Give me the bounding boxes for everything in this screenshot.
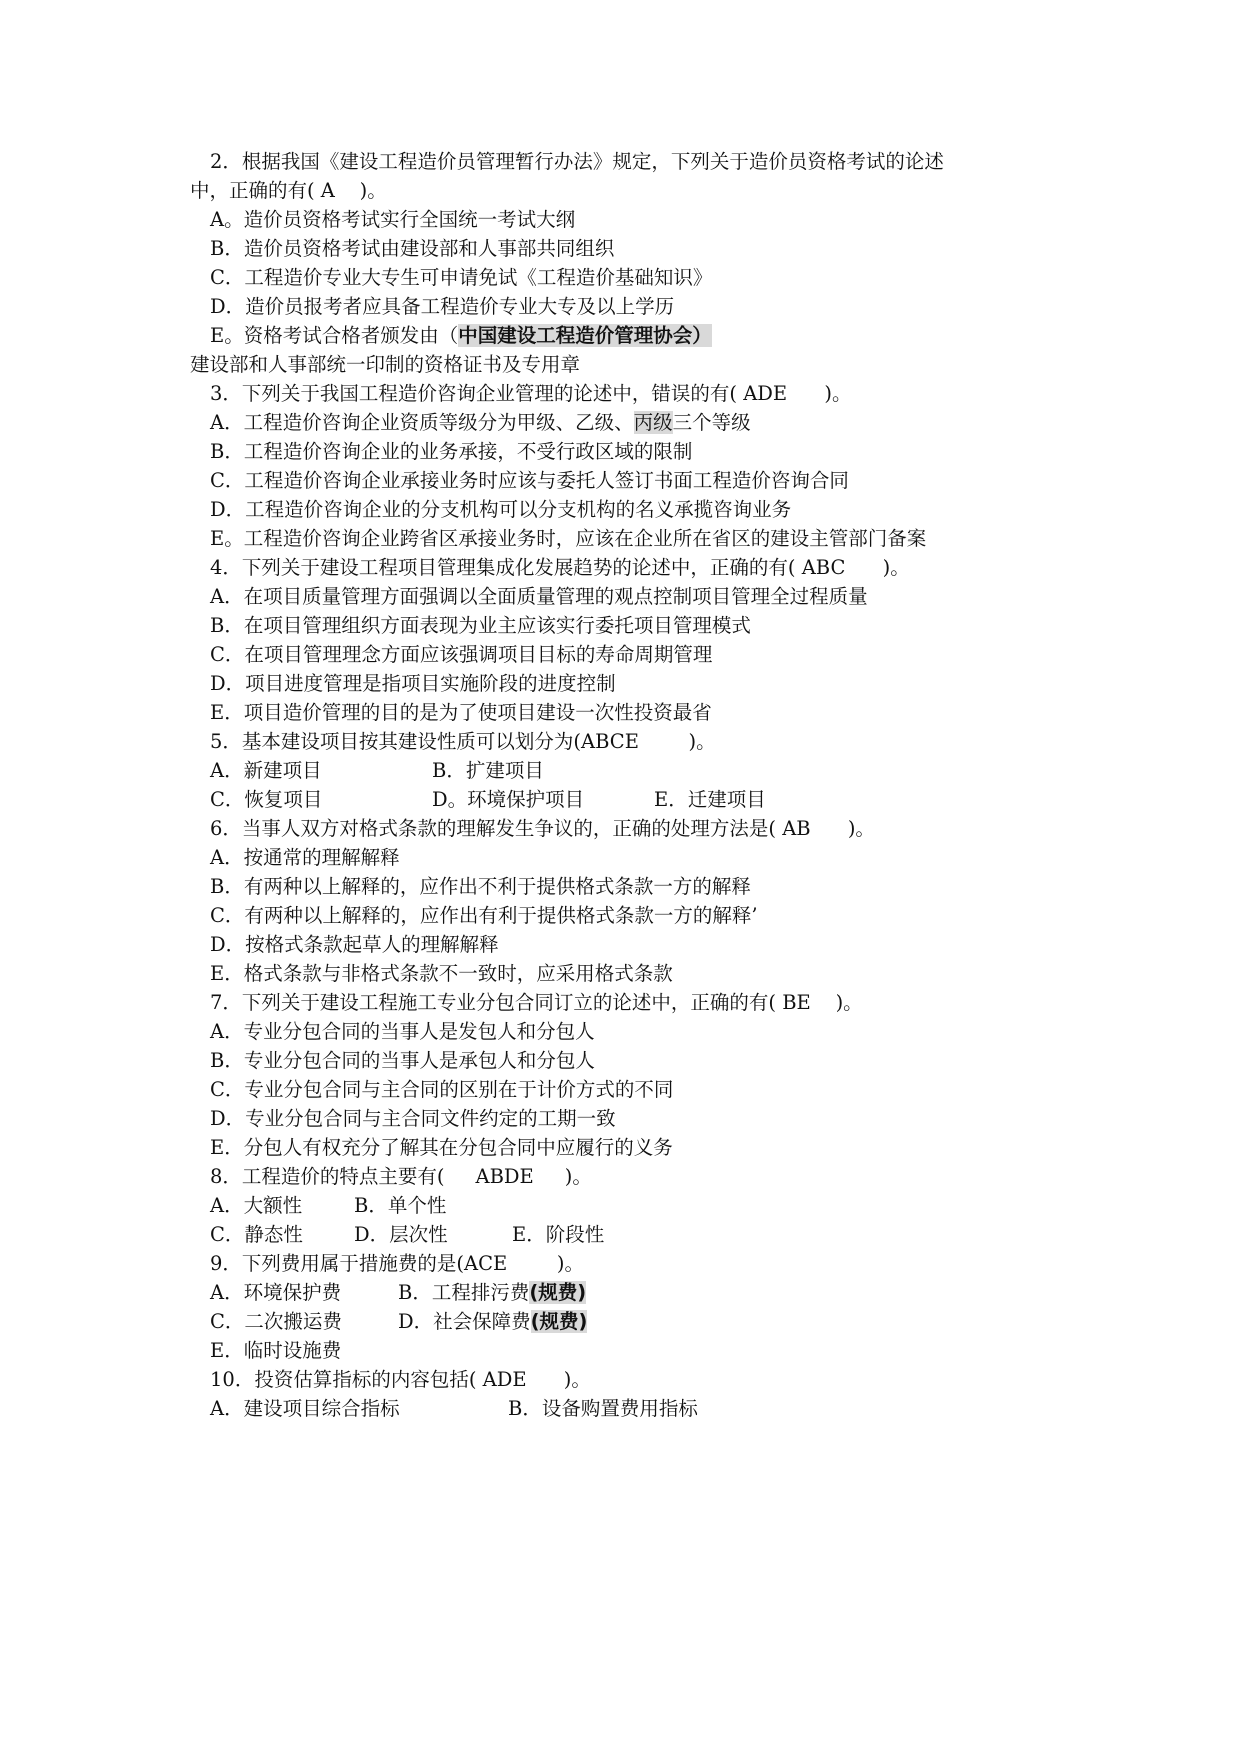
q7-option-a: A．专业分包合同的当事人是发包人和分包人	[210, 1020, 595, 1043]
q6-option-e: E．格式条款与非格式条款不一致时，应采用格式条款	[210, 962, 673, 985]
q2-option-e-continuation: 建设部和人事部统一印制的资格证书及专用章	[190, 353, 581, 376]
q5-option-e: E．迁建项目	[654, 788, 766, 811]
q9-stem: 9．下列费用属于措施费的是(ACE )。	[210, 1252, 584, 1275]
q2-option-d: D．造价员报考者应具备工程造价专业大专及以上学历	[210, 295, 675, 318]
q5-stem: 5．基本建设项目按其建设性质可以划分为(ABCE )。	[210, 730, 716, 753]
q2-option-b: B．造价员资格考试由建设部和人事部共同组织	[210, 237, 615, 260]
q9-option-b	[398, 1279, 586, 1307]
q3-option-b: B．工程造价咨询企业的业务承接，不受行政区域的限制	[210, 440, 693, 463]
q5-option-b: B．扩建项目	[432, 759, 544, 782]
q9-option-b-note: (规费)	[529, 1281, 587, 1304]
q3-option-a-prefix: A．工程造价咨询企业资质等级分为甲级、乙级、	[210, 411, 634, 434]
q8-stem: 8．工程造价的特点主要有( ABDE )。	[210, 1165, 592, 1188]
q3-option-e: E。工程造价咨询企业跨省区承接业务时，应该在企业所在省区的建设主管部门备案	[210, 527, 927, 550]
q3-option-c: C．工程造价咨询企业承接业务时应该与委托人签订书面工程造价咨询合同	[210, 469, 849, 492]
q4-option-b: B．在项目管理组织方面表现为业主应该实行委托项目管理模式	[210, 614, 751, 637]
q4-option-c: C．在项目管理理念方面应该强调项目目标的寿命周期管理	[210, 643, 713, 666]
q5-option-d: D。环境保护项目	[432, 788, 585, 811]
q3-option-a-highlight: 丙级	[633, 411, 673, 434]
q6-stem: 6．当事人双方对格式条款的理解发生争议的，正确的处理方法是( AB )。	[210, 817, 875, 840]
q9-option-c: C．二次搬运费	[210, 1310, 342, 1333]
q6-option-c: C．有两种以上解释的，应作出有利于提供格式条款一方的解释’	[210, 904, 758, 927]
q8-option-a: A．大额性	[210, 1194, 303, 1217]
q4-option-d: D．项目进度管理是指项目实施阶段的进度控制	[210, 672, 616, 695]
q9-option-d	[398, 1308, 587, 1336]
q9-option-a: A．环境保护费	[210, 1281, 342, 1304]
q3-stem: 3．下列关于我国工程造价咨询企业管理的论述中，错误的有( ADE )。	[210, 382, 852, 405]
q10-option-b: B．设备购置费用指标	[508, 1397, 698, 1420]
q7-option-b: B．专业分包合同的当事人是承包人和分包人	[210, 1049, 595, 1072]
q10-stem: 10．投资估算指标的内容包括( ADE )。	[210, 1368, 591, 1391]
q7-option-e: E．分包人有权充分了解其在分包合同中应履行的义务	[210, 1136, 673, 1159]
q9-option-d-label: D．社会保障费	[398, 1310, 531, 1333]
q7-option-c: C．专业分包合同与主合同的区别在于计价方式的不同	[210, 1078, 674, 1101]
q10-option-a: A．建设项目综合指标	[210, 1397, 400, 1420]
q6-option-d: D．按格式条款起草人的理解解释	[210, 933, 499, 956]
q5-option-a: A．新建项目	[210, 759, 322, 782]
q4-option-e: E．项目造价管理的目的是为了使项目建设一次性投资最省	[210, 701, 712, 724]
q6-option-a: A．按通常的理解解释	[210, 846, 400, 869]
q2-option-c: C．工程造价专业大专生可申请免试《工程造价基础知识》	[210, 266, 713, 289]
q8-option-c: C．静态性	[210, 1223, 303, 1246]
q8-option-d: D．层次性	[354, 1223, 448, 1246]
q3-option-a	[210, 409, 751, 437]
q2-option-e-highlight: 中国建设工程造价管理协会）	[458, 324, 712, 347]
q9-option-e: E．临时设施费	[210, 1339, 342, 1362]
q7-stem: 7．下列关于建设工程施工专业分包合同订立的论述中，正确的有( BE )。	[210, 991, 863, 1014]
q9-option-b-label: B．工程排污费	[398, 1281, 530, 1304]
q5-option-c: C．恢复项目	[210, 788, 323, 811]
q8-option-e: E．阶段性	[512, 1223, 605, 1246]
q3-option-d: D．工程造价咨询企业的分支机构可以分支机构的名义承揽咨询业务	[210, 498, 792, 521]
q8-option-b: B．单个性	[354, 1194, 447, 1217]
q2-option-e	[210, 322, 712, 350]
q2-stem-line2: 中，正确的有( A )。	[190, 179, 387, 202]
q2-option-e-prefix: E。资格考试合格者颁发由（	[210, 324, 459, 347]
q2-stem-line1: 2．根据我国《建设工程造价员管理暂行办法》规定，下列关于造价员资格考试的论述	[210, 150, 944, 173]
q7-option-d: D．专业分包合同与主合同文件约定的工期一致	[210, 1107, 616, 1130]
q9-option-d-note: (规费)	[530, 1310, 588, 1333]
q2-option-a: A。造价员资格考试实行全国统一考试大纲	[210, 208, 576, 231]
q3-option-a-suffix: 三个等级	[672, 411, 751, 434]
q4-stem: 4．下列关于建设工程项目管理集成化发展趋势的论述中，正确的有( ABC )。	[210, 556, 910, 579]
q4-option-a: A．在项目质量管理方面强调以全面质量管理的观点控制项目管理全过程质量	[210, 585, 868, 608]
q6-option-b: B．有两种以上解释的，应作出不利于提供格式条款一方的解释	[210, 875, 751, 898]
